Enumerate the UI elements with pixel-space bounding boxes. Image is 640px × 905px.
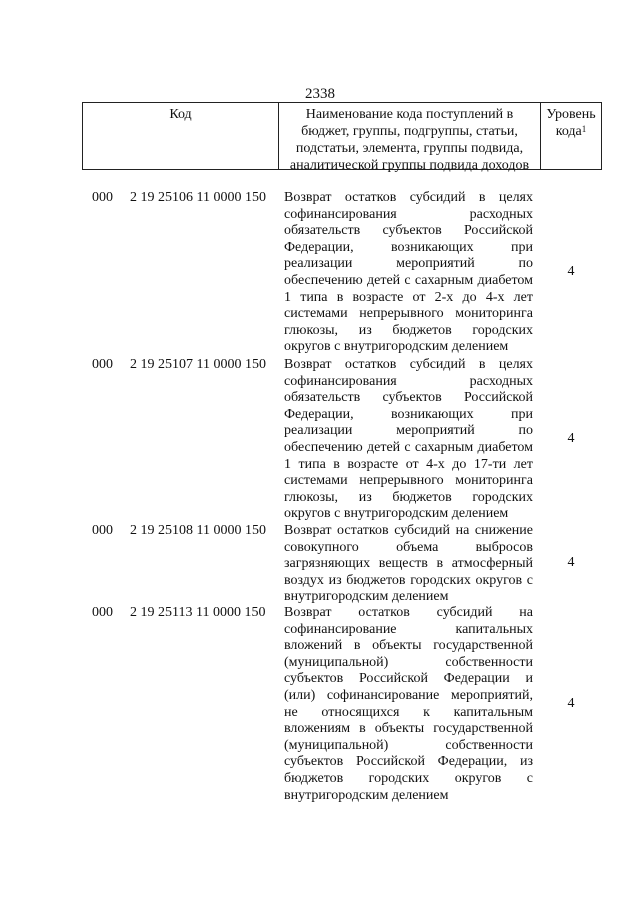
description-line: (или) софинансирование мероприятий, <box>284 687 533 703</box>
description-line: Федерации, возникающих при <box>284 239 533 255</box>
description-line: софинансирования расходных <box>284 206 533 222</box>
description-line: софинансирования расходных <box>284 373 533 389</box>
header-name <box>279 103 541 173</box>
header-level-label: кода <box>555 124 582 139</box>
header-code <box>83 103 279 169</box>
description-line: системами непрерывного мониторинга <box>284 473 533 489</box>
code-level: 4 <box>567 431 575 446</box>
code-level: 4 <box>567 696 575 711</box>
header-name-line: подстатьи, элемента, группы подвида, <box>295 141 524 156</box>
description-line: обеспечению детей с сахарным диабетом <box>284 272 533 288</box>
description-line: софинансирование капитальных <box>284 621 533 637</box>
header-level-line2 <box>541 123 601 140</box>
header-level-line1: Уровень <box>546 107 596 122</box>
description-line: внутригородским делением <box>284 787 449 803</box>
description-line: 1 типа в возрасте от 2-х до 4-х лет <box>284 289 533 305</box>
income-description <box>284 190 533 356</box>
header-name-line: бюджет, группы, подгруппы, статьи, <box>301 124 518 139</box>
income-description <box>284 357 533 523</box>
description-line: бюджетов городских округов с <box>284 770 533 786</box>
description-line: округов с внутригородским делением <box>284 506 509 522</box>
description-line: субъектов Российской Федерации, из <box>284 754 533 770</box>
description-line: Возврат остатков субсидий на <box>284 605 533 620</box>
description-line: округов с внутригородским делением <box>284 339 509 355</box>
description-line: Возврат остатков субсидий в целях <box>284 190 533 205</box>
header-level <box>541 103 601 169</box>
admin-code: 000 <box>92 357 113 372</box>
income-description <box>284 605 533 804</box>
description-line: 1 типа в возрасте от 4-х до 17-ти лет <box>284 456 533 472</box>
description-line: реализации мероприятий по <box>284 256 533 272</box>
code-level: 4 <box>567 264 575 279</box>
description-line: глюкозы, из бюджетов городских <box>284 322 533 338</box>
header-name-line: Наименование кода поступлений в <box>305 107 514 122</box>
description-line: не относящихся к капитальным <box>284 704 533 720</box>
code-level: 4 <box>567 555 575 570</box>
description-line: субъектов Российской Федерации и <box>284 671 533 687</box>
description-line: (муниципальной) собственности <box>284 654 533 670</box>
description-line: вложений в объекты государственной <box>284 638 533 654</box>
description-line: Федерации, возникающих при <box>284 406 533 422</box>
description-line: воздух из бюджетов городских округов с <box>284 572 533 588</box>
description-line: глюкозы, из бюджетов городских <box>284 489 533 505</box>
income-code: 2 19 25107 11 0000 150 <box>130 357 266 372</box>
income-code: 2 19 25108 11 0000 150 <box>130 523 266 538</box>
footnote-marker: 1 <box>581 124 587 134</box>
description-line: обязательств субъектов Российской <box>284 390 533 406</box>
income-description <box>284 523 533 606</box>
table-header <box>82 102 602 173</box>
description-line: совокупного объема выбросов <box>284 539 533 555</box>
income-code: 2 19 25106 11 0000 150 <box>130 190 266 205</box>
income-code: 2 19 25113 11 0000 150 <box>130 605 266 620</box>
description-line: вложениям в объекты государственной <box>284 721 533 737</box>
description-line: (муниципальной) собственности <box>284 737 533 753</box>
description-line: Возврат остатков субсидий на снижение <box>284 523 533 538</box>
description-line: обеспечению детей с сахарным диабетом <box>284 439 533 455</box>
description-line: внутригородским делением <box>284 589 449 605</box>
description-line: обязательств субъектов Российской <box>284 223 533 239</box>
admin-code: 000 <box>92 605 113 620</box>
page-number: 2338 <box>305 86 335 102</box>
description-line: системами непрерывного мониторинга <box>284 306 533 322</box>
description-line: Возврат остатков субсидий в целях <box>284 357 533 372</box>
header-code-label: Код <box>169 107 192 122</box>
description-line: загрязняющих веществ в атмосферный <box>284 556 533 572</box>
header-name-line: аналитической группы подвида доходов <box>289 158 530 173</box>
description-line: реализации мероприятий по <box>284 423 533 439</box>
admin-code: 000 <box>92 190 113 205</box>
admin-code: 000 <box>92 523 113 538</box>
